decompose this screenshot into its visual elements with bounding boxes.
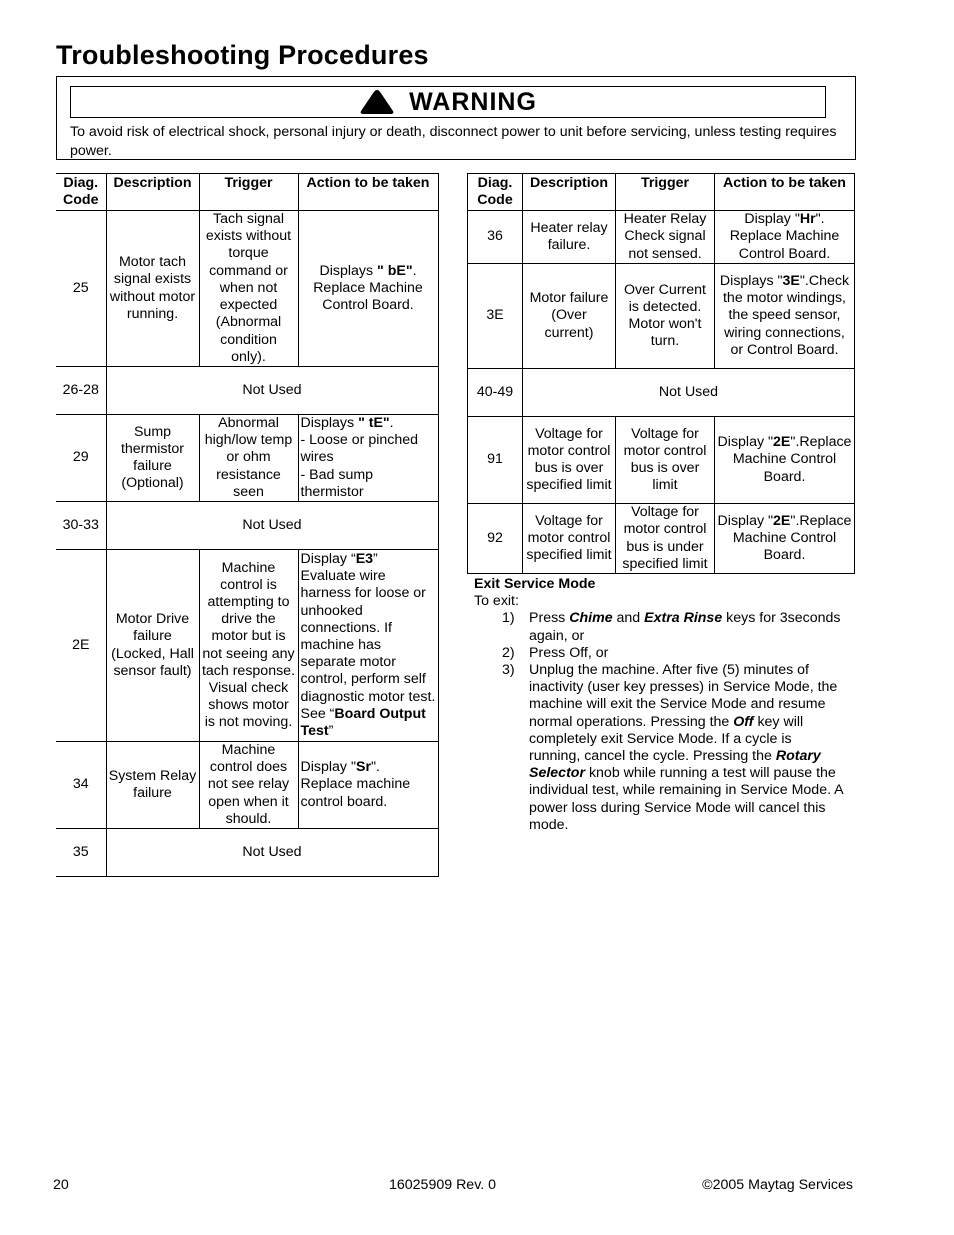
not-used-cell: Not Used <box>106 829 438 877</box>
footer-page-number: 20 <box>53 1177 69 1193</box>
step-number: 3) <box>502 662 515 679</box>
diagnostic-table-right <box>467 173 855 574</box>
diag-trigger: Voltage for motor control bus is under specified limit <box>616 504 715 574</box>
footer-doc-number: 16025909 Rev. 0 <box>389 1177 497 1193</box>
diag-description: Motor tach signal exists without motor running. <box>106 211 199 367</box>
table-row <box>56 742 438 829</box>
not-used-cell: Not Used <box>106 502 438 550</box>
diag-trigger: Voltage for motor control bus is over limit <box>616 417 715 504</box>
header-action: Action to be taken <box>715 174 855 211</box>
header-action: Action to be taken <box>298 174 438 211</box>
diag-description: Motor Drive failure (Locked, Hall sensor fault) <box>106 550 199 742</box>
exit-step <box>474 610 844 644</box>
diag-action: Displays " bE". Replace Machine Control Board. <box>298 211 438 367</box>
warning-triangle-icon <box>359 89 395 115</box>
diag-trigger: Abnormal high/low temp or ohm resistance seen <box>199 415 298 502</box>
table-header-row <box>468 174 855 211</box>
diag-description: Voltage for motor control specified limit <box>523 504 616 574</box>
table-row <box>56 367 438 415</box>
warning-box <box>56 76 856 160</box>
table-row <box>468 417 855 504</box>
exit-service-mode-section <box>474 576 844 834</box>
diagnostic-table-left <box>56 173 439 877</box>
diag-code: 34 <box>56 742 106 829</box>
diag-code: 40-49 <box>468 369 523 417</box>
table-row <box>468 264 855 369</box>
diag-description: Motor failure (Over current) <box>523 264 616 369</box>
diag-description: Heater relay failure. <box>523 211 616 264</box>
diag-description: Sump thermistor failure (Optional) <box>106 415 199 502</box>
header-trigger: Trigger <box>199 174 298 211</box>
warning-text: To avoid risk of electrical shock, personal injury or death, disconnect power to unit before servicing, unless testing requires power. <box>70 124 837 159</box>
diag-trigger: Heater Relay Check signal not sensed. <box>616 211 715 264</box>
diag-action: Display "Hr". Replace Machine Control Board. <box>715 211 855 264</box>
not-used-cell: Not Used <box>106 367 438 415</box>
diag-code: 91 <box>468 417 523 504</box>
diag-description: System Relay failure <box>106 742 199 829</box>
table-row <box>56 829 438 877</box>
table-row <box>56 211 438 367</box>
diag-code: 25 <box>56 211 106 367</box>
exit-step <box>474 662 844 834</box>
diag-code: 2E <box>56 550 106 742</box>
diag-code: 30-33 <box>56 502 106 550</box>
exit-intro: To exit: <box>474 593 519 610</box>
rotary-selector-label: Rotary Selector <box>529 748 821 782</box>
diag-trigger: Tach signal exists without torque command or when not expected (Abnormal condition only). <box>199 211 298 367</box>
header-code: Diag. Code <box>468 174 523 211</box>
diag-action: Display "2E".Replace Machine Control Board. <box>715 504 855 574</box>
step-text: Unplug the machine. After five (5) minutes of inactivity (user key presses) in Service Mode, the machine will exit the Service Mode and resume normal operations. Pressing the Off key will completely exit Service Mode. If a cycle is running, cancel the cycle. Pressing the Rotary Selector knob while running a test will pause the individual test, while remaining in Service Mode. A power loss during Service Mode will cancel this mode. <box>529 662 843 833</box>
step-text: Press Off, or <box>529 644 609 661</box>
warning-label: WARNING <box>409 87 537 116</box>
diag-action: Display “E3” Evaluate wire harness for loose or unhooked connections. If machine has separate motor control, perform self diagnostic motor test. See “Board Output Test” <box>298 550 438 742</box>
table-header-row <box>56 174 438 211</box>
diag-code: 3E <box>468 264 523 369</box>
diag-trigger: Machine control is attempting to drive the motor but is not seeing any tach response. Visual check shows motor is not moving. <box>199 550 298 742</box>
chime-key-label: Chime <box>569 610 613 627</box>
diag-code: 36 <box>468 211 523 264</box>
header-description: Description <box>523 174 616 211</box>
header-description: Description <box>106 174 199 211</box>
diag-code: 29 <box>56 415 106 502</box>
exit-step <box>474 645 844 662</box>
header-code: Diag. Code <box>56 174 106 211</box>
diag-trigger: Over Current is detected. Motor won't turn. <box>616 264 715 369</box>
diag-code: 92 <box>468 504 523 574</box>
diag-action: Displays " tE". - Loose or pinched wires - Bad sump thermistor <box>298 415 438 502</box>
table-row <box>56 415 438 502</box>
off-key-label: Off <box>733 713 754 730</box>
step-number: 1) <box>502 610 515 627</box>
diag-trigger: Machine control does not see relay open when it should. <box>199 742 298 829</box>
diag-description: Voltage for motor control bus is over specified limit <box>523 417 616 504</box>
diag-code: 26-28 <box>56 367 106 415</box>
table-row <box>468 504 855 574</box>
table-row <box>468 369 855 417</box>
page-title: Troubleshooting Procedures <box>56 40 429 70</box>
table-row <box>56 502 438 550</box>
not-used-cell: Not Used <box>523 369 855 417</box>
diag-action: Displays "3E".Check the motor windings, the speed sensor, wiring connections, or Control Board. <box>715 264 855 369</box>
extra-rinse-key-label: Extra Rinse <box>644 610 723 627</box>
exit-service-mode-title: Exit Service Mode <box>474 576 596 592</box>
table-row <box>468 211 855 264</box>
warning-banner <box>70 86 826 118</box>
diag-code: 35 <box>56 829 106 877</box>
diag-action: Display "Sr". Replace machine control board. <box>298 742 438 829</box>
step-text: Press Chime and Extra Rinse keys for 3seconds again, or <box>529 610 841 644</box>
diag-action: Display "2E".Replace Machine Control Board. <box>715 417 855 504</box>
footer-copyright: ©2005 Maytag Services <box>702 1177 853 1193</box>
table-row <box>56 550 438 742</box>
step-number: 2) <box>502 644 515 661</box>
header-trigger: Trigger <box>616 174 715 211</box>
